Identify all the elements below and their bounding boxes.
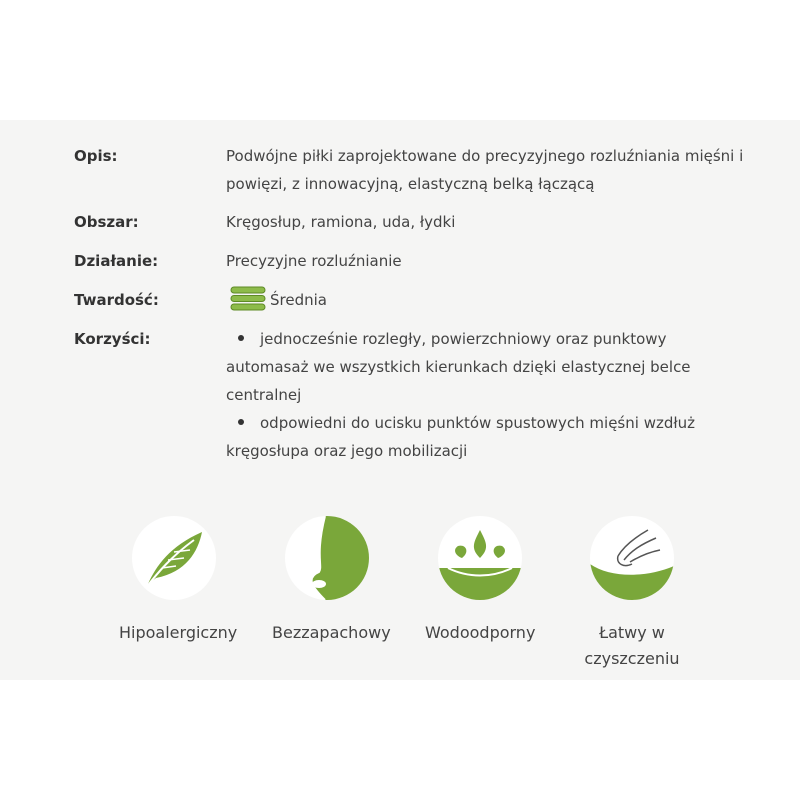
feature-label: Wodoodporny: [425, 623, 536, 642]
bullet-icon: [238, 419, 244, 425]
spec-label: Działanie:: [74, 252, 159, 270]
feature-bezzapachowy: [252, 516, 402, 646]
feature-hipoalergiczny: [99, 516, 249, 646]
list-item: jednocześnie rozległy, powierzchniowy oraz punktowy automasaż we wszystkich kierunkach dzięki elastycznej belce centralnej: [226, 330, 691, 404]
spec-label: Korzyści:: [74, 330, 151, 348]
spec-label: Obszar:: [74, 213, 139, 231]
feature-label: Łatwy w czyszczeniu: [584, 623, 680, 668]
product-specs-panel: [0, 120, 800, 680]
feature-wodoodporny: [405, 516, 555, 646]
spec-value: Kręgosłup, ramiona, uda, łydki: [226, 213, 456, 231]
feature-label: Bezzapachowy: [272, 623, 391, 642]
stacked-layers-icon: [230, 286, 266, 312]
spec-value: Podwójne piłki zaprojektowane do precyzyjnego rozluźniania mięśni i powięzi, z innowacyjną, elastyczną belką łączącą: [226, 147, 744, 193]
hand-wipe-icon: [590, 516, 674, 600]
benefits-list: [226, 325, 746, 465]
spec-value: [230, 286, 770, 314]
spec-label: Opis:: [74, 147, 118, 165]
feature-label: Hipoalergiczny: [119, 623, 238, 642]
list-item: odpowiedni do ucisku punktów spustowych mięśni wzdłuż kręgosłupa oraz jego mobilizacji: [226, 414, 695, 460]
feature-latwy-w-czyszczeniu: [557, 516, 707, 672]
bullet-icon: [238, 335, 244, 341]
spec-value: Precyzyjne rozluźnianie: [226, 252, 402, 270]
hardness-value: Średnia: [270, 291, 327, 309]
nose-icon: [285, 516, 369, 600]
water-drops-icon: [438, 516, 522, 600]
spec-value: [226, 325, 746, 465]
spec-label: Twardość:: [74, 291, 159, 309]
feather-icon: [132, 516, 216, 600]
